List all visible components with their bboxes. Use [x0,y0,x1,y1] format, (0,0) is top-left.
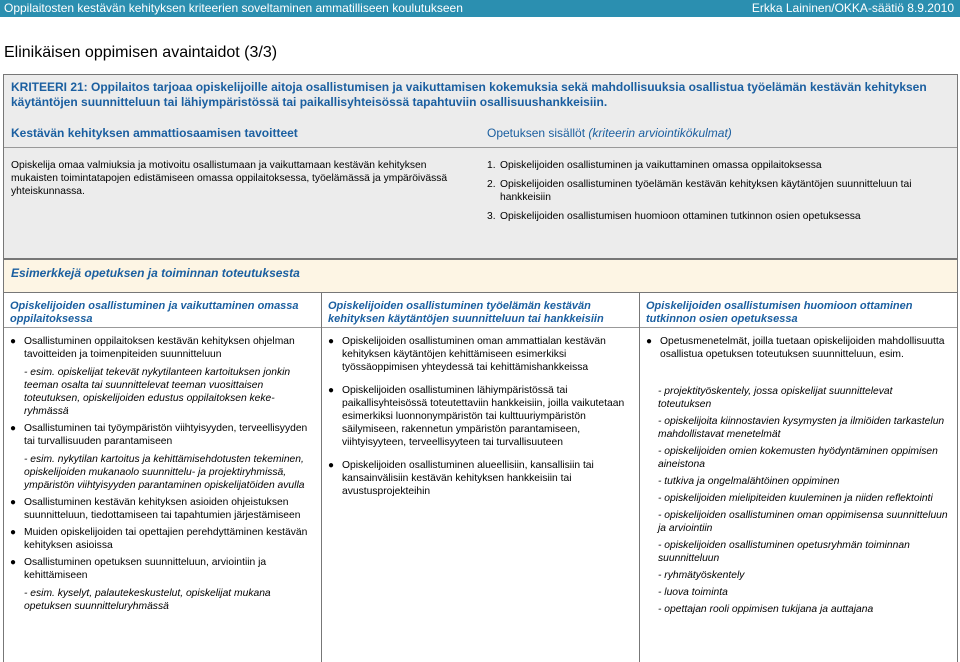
method-item: - opiskelijoiden osallistuminen oman oppimisensa suunnitteluun ja arviointiin [658,510,948,534]
content-heading-sub: (kriteerin arviointikökulmat) [588,126,732,140]
document-title: Oppilaitosten kestävän kehityksen kriteerien soveltaminen ammatilliseen koulutukseen [4,1,463,15]
column-header: Opiskelijoiden osallistuminen ja vaikuttaminen omassa oppilaitoksessa [10,300,299,325]
column-header: Opiskelijoiden osallistumisen huomioon ottaminen tutkinnon osien opetuksessa [646,300,913,325]
top-banner [0,0,960,17]
bullet-dot-icon: ● [10,557,17,568]
content-item-text: Opiskelijoiden osallistuminen työelämän kestävän kehityksen käytäntöjen suunnitteluun tai hankkeisiin [500,179,912,203]
criterion-statement: KRITEERI 21: Oppilaitos tarjoaa opiskelijoille aitoja osallistumisen ja vaikuttamisen kokemuksia sekä mahdollisuuksia osallistua työelämän kestävän kehityksen käytäntöjen suunnitteluun tai lähiympäristössä tai paikallisyhteisössä tapahtuviin osallisuushankkeisiin. [11,80,927,109]
bullet-item [10,496,310,522]
bullet-text: Opiskelijoiden osallistuminen alueellisiin, kansallisiin tai kansainvälisiin kestävän kehityksen hankkeisiin tai avustusprojekteihin [342,460,594,497]
content-item-number: 1. [487,160,496,171]
bullet-text: Osallistuminen tai työympäristön viihtyisyyden, terveellisyyden tai turvallisuuden parantamiseen [24,423,308,447]
bullet-item [328,384,628,449]
bullet-list [328,335,628,502]
criteria-divider [4,147,957,148]
content-item-number: 2. [487,179,496,190]
bullet-dot-icon: ● [646,336,653,347]
bullet-text: Osallistuminen opetuksen suunnitteluun, arviointiin ja kehittämiseen [24,557,267,581]
column-divider [640,327,957,328]
method-item: - opiskelijoiden mielipiteiden kuuleminen ja niiden reflektointi [658,493,933,504]
examples-column-2 [321,293,639,662]
content-item-text: Opiskelijoiden osallistuminen ja vaikuttaminen omassa oppilaitoksessa [500,160,822,171]
examples-heading: Esimerkkejä opetuksen ja toiminnan toteutuksesta [11,266,300,280]
bullet-dot-icon: ● [10,423,17,434]
method-item: - ryhmätyöskentely [658,570,745,581]
bullet-dot-icon: ● [328,385,335,396]
author-credit: Erkka Laininen/OKKA-säätiö 8.9.2010 [751,1,954,15]
goals-heading: Kestävän kehityksen ammattiosaamisen tavoitteet [11,126,298,140]
bullet-example: - esim. nykytilan kartoitus ja kehittämisehdotusten tekeminen, opiskelijoiden mukanaolo suunnittelu- ja projektiryhmissä, ympäristön viihtyisyyden parantaminen opiskelijatöiden avulla [24,454,305,491]
criteria-panel [3,74,958,259]
goals-text: Opiskelija omaa valmiuksia ja motivoitu osallistumaan ja vaikuttamaan kestävän kehityksen mukaisten toimintatapojen edistämiseen omassa oppilaitoksessa, työelämässä ja ympäröivässä yhteiskunnassa. [11,160,448,197]
bullet-text: Muiden opiskelijoiden tai opettajien perehdyttäminen kestävän kehityksen asioissa [24,527,308,551]
bullet-dot-icon: ● [10,497,17,508]
bullet-item [646,335,946,361]
column-header: Opiskelijoiden osallistuminen työelämän kestävän kehityksen käytäntöjen suunnitteluun tai hankkeisiin [328,300,604,325]
bullet-item [10,556,310,613]
page-title: Elinikäisen oppimisen avaintaidot (3/3) [4,44,278,61]
content-item [487,178,953,204]
content-heading-main: Opetuksen sisällöt [487,126,586,140]
bullet-dot-icon: ● [10,527,17,538]
bullet-item [10,526,310,552]
bullet-text: Opiskelijoiden osallistuminen lähiympäristössä tai paikallisyhteisössä toteutettaviin hankkeisiin, joilla vaikutetaan esimerkiksi luonnonympäristön tai kulttuuriympäristön säilymiseen, rakennetun ympäristön parantamiseen, viihtyisyyteen, terveellisyyteen tai turvallisuuteen [342,385,625,448]
method-item: - opettajan rooli oppimisen tukijana ja auttajana [658,604,874,615]
content-item [487,159,953,172]
method-item: - opiskelijoita kiinnostavien kysymysten ja ilmiöiden tarkastelun mahdollistavat menetelmät [658,416,945,440]
method-item: - opiskelijoiden omien kokemusten hyödyntäminen oppimisen aineistona [658,446,938,470]
bullet-text: Osallistuminen oppilaitoksen kestävän kehityksen ohjelman tavoitteiden ja toimenpiteiden suunnitteluun [24,336,295,360]
bullet-dot-icon: ● [328,336,335,347]
bullet-item [10,335,310,418]
bullet-text: Osallistuminen kestävän kehityksen asioiden ohjeistuksen suunnitteluun, tiedottamiseen tai tapahtumien järjestämiseen [24,497,301,521]
bullet-dot-icon: ● [328,460,335,471]
method-item: - luova toiminta [658,587,728,598]
bullet-item [328,335,628,374]
bullet-item [10,422,310,492]
content-item-number: 3. [487,211,496,222]
bullet-text: Opiskelijoiden osallistuminen oman ammattialan kestävän kehityksen käytäntöjen kehittämiseen esimerkiksi työssäoppimisen yhteydessä tai kehittämishankkeissa [342,336,606,373]
bullet-example: - esim. opiskelijat tekevät nykytilanteen kartoituksen jonkin teeman osalta tai suunnittelevat teeman vuosittaisen toteutuksen, opiskelijoiden edustus oppilaitoksen keke-ryhmässä [24,367,291,417]
bullet-list [646,335,946,365]
column-divider [322,327,639,328]
bullet-item [328,459,628,498]
examples-header-panel [3,259,958,293]
method-list [658,385,948,620]
method-item: - projektityöskentely, jossa opiskelijat suunnittelevat toteutuksen [658,386,893,410]
content-item-text: Opiskelijoiden osallistumisen huomioon ottaminen tutkinnon osien opetuksessa [500,211,861,222]
bullet-dot-icon: ● [10,336,17,347]
content-list [487,159,953,229]
method-item: - tutkiva ja ongelmalähtöinen oppiminen [658,476,840,487]
bullet-text: Opetusmenetelmät, joilla tuetaan opiskelijoiden mahdollisuutta osallistua opetuksen toteutuksen suunnitteluun, esim. [660,336,945,360]
method-item: - opiskelijoiden osallistuminen opetusryhmän toiminnan suunnitteluun [658,540,910,564]
examples-column-3 [639,293,958,662]
examples-column-1 [3,293,321,662]
content-item [487,210,953,223]
column-divider [4,327,321,328]
bullet-example: - esim. kyselyt, palautekeskustelut, opiskelijat mukana opetuksen suunnitteluryhmässä [24,588,271,612]
content-heading [487,126,732,140]
bullet-list [10,335,310,617]
